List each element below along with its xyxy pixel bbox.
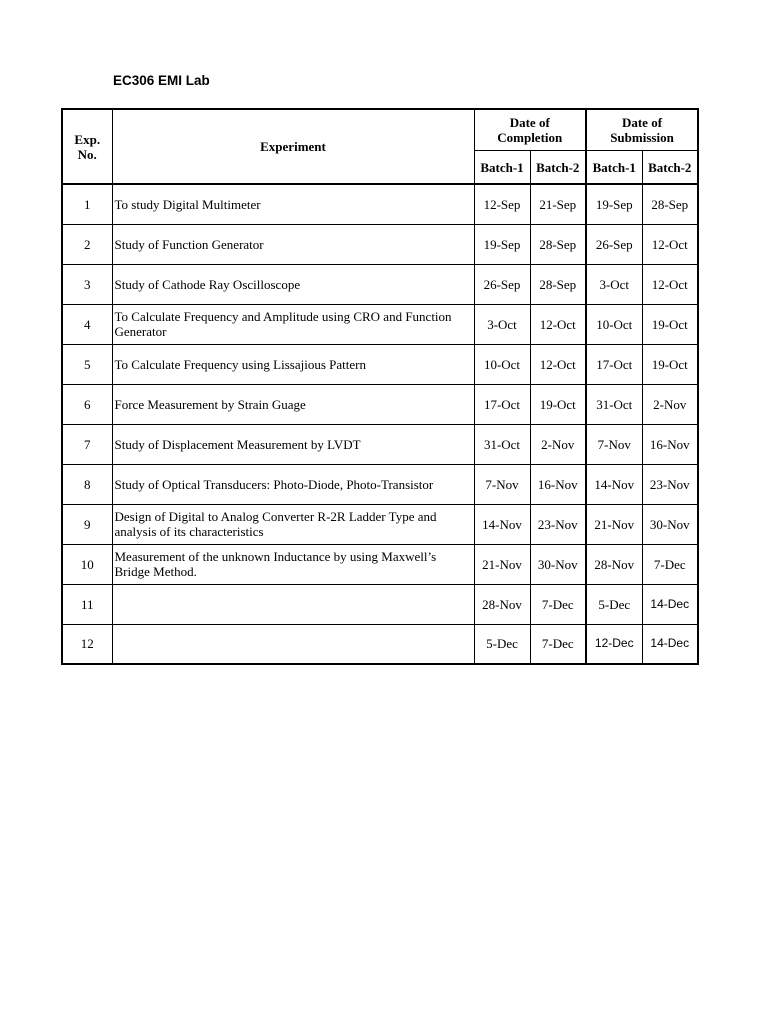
- submission-batch-1: 21-Nov: [586, 504, 642, 544]
- submission-batch-2: 28-Sep: [642, 184, 698, 224]
- submission-batch-2: 19-Oct: [642, 304, 698, 344]
- submission-batch-2: 16-Nov: [642, 424, 698, 464]
- submission-batch-2: 14-Dec: [642, 584, 698, 624]
- experiment-title: Study of Optical Transducers: Photo-Diode, Photo-Transistor: [112, 464, 474, 504]
- submission-batch-1: 17-Oct: [586, 344, 642, 384]
- experiment-title: [112, 624, 474, 664]
- submission-batch-1: 28-Nov: [586, 544, 642, 584]
- completion-batch-1: 19-Sep: [474, 224, 530, 264]
- completion-batch-1: 17-Oct: [474, 384, 530, 424]
- completion-batch-2: 23-Nov: [530, 504, 586, 544]
- experiment-title: Study of Cathode Ray Oscilloscope: [112, 264, 474, 304]
- completion-batch-1: 12-Sep: [474, 184, 530, 224]
- header-completion-batch-1: Batch-1: [474, 151, 530, 185]
- completion-batch-2: 30-Nov: [530, 544, 586, 584]
- experiment-title: Study of Function Generator: [112, 224, 474, 264]
- experiment-title: Design of Digital to Analog Converter R-2R Ladder Type and analysis of its characteristics: [112, 504, 474, 544]
- submission-batch-1: 7-Nov: [586, 424, 642, 464]
- completion-batch-1: 3-Oct: [474, 304, 530, 344]
- completion-batch-1: 31-Oct: [474, 424, 530, 464]
- exp-number: 4: [62, 304, 112, 344]
- completion-batch-2: 28-Sep: [530, 264, 586, 304]
- submission-batch-2: 12-Oct: [642, 224, 698, 264]
- completion-batch-2: 21-Sep: [530, 184, 586, 224]
- completion-batch-2: 16-Nov: [530, 464, 586, 504]
- completion-batch-2: 19-Oct: [530, 384, 586, 424]
- exp-number: 7: [62, 424, 112, 464]
- exp-number: 3: [62, 264, 112, 304]
- lab-schedule-table: [61, 108, 699, 665]
- exp-number: 1: [62, 184, 112, 224]
- completion-batch-1: 5-Dec: [474, 624, 530, 664]
- header-completion-batch-2: Batch-2: [530, 151, 586, 185]
- completion-batch-2: 28-Sep: [530, 224, 586, 264]
- table-row: [62, 544, 698, 584]
- exp-number: 2: [62, 224, 112, 264]
- submission-batch-2: 2-Nov: [642, 384, 698, 424]
- exp-number: 5: [62, 344, 112, 384]
- completion-batch-1: 26-Sep: [474, 264, 530, 304]
- exp-number: 9: [62, 504, 112, 544]
- submission-batch-2: 30-Nov: [642, 504, 698, 544]
- experiment-title: To Calculate Frequency using Lissajious Pattern: [112, 344, 474, 384]
- completion-batch-2: 7-Dec: [530, 584, 586, 624]
- table-row: [62, 504, 698, 544]
- exp-number: 10: [62, 544, 112, 584]
- header-date-of-submission: Date of Submission: [586, 109, 698, 151]
- submission-batch-2: 12-Oct: [642, 264, 698, 304]
- completion-batch-1: 7-Nov: [474, 464, 530, 504]
- submission-batch-1: 26-Sep: [586, 224, 642, 264]
- submission-batch-1: 19-Sep: [586, 184, 642, 224]
- experiment-title: To Calculate Frequency and Amplitude using CRO and Function Generator: [112, 304, 474, 344]
- completion-batch-1: 10-Oct: [474, 344, 530, 384]
- header-date-of-completion: Date of Completion: [474, 109, 586, 151]
- submission-batch-1: 31-Oct: [586, 384, 642, 424]
- completion-batch-1: 14-Nov: [474, 504, 530, 544]
- table-row: [62, 464, 698, 504]
- submission-batch-1: 3-Oct: [586, 264, 642, 304]
- completion-batch-1: 21-Nov: [474, 544, 530, 584]
- completion-batch-2: 7-Dec: [530, 624, 586, 664]
- exp-number: 11: [62, 584, 112, 624]
- table-row: [62, 184, 698, 224]
- table-row: [62, 384, 698, 424]
- experiment-title: To study Digital Multimeter: [112, 184, 474, 224]
- exp-number: 12: [62, 624, 112, 664]
- table-row: [62, 304, 698, 344]
- submission-batch-1: 12-Dec: [586, 624, 642, 664]
- experiment-title: Force Measurement by Strain Guage: [112, 384, 474, 424]
- submission-batch-2: 23-Nov: [642, 464, 698, 504]
- header-experiment: Experiment: [112, 109, 474, 184]
- completion-batch-1: 28-Nov: [474, 584, 530, 624]
- completion-batch-2: 12-Oct: [530, 304, 586, 344]
- completion-batch-2: 2-Nov: [530, 424, 586, 464]
- submission-batch-1: 10-Oct: [586, 304, 642, 344]
- document-title: EC306 EMI Lab: [113, 73, 210, 88]
- submission-batch-1: 14-Nov: [586, 464, 642, 504]
- table-row: [62, 624, 698, 664]
- experiment-title: [112, 584, 474, 624]
- exp-number: 8: [62, 464, 112, 504]
- table-row: [62, 584, 698, 624]
- submission-batch-2: 7-Dec: [642, 544, 698, 584]
- header-submission-batch-2: Batch-2: [642, 151, 698, 185]
- table-row: [62, 224, 698, 264]
- table-row: [62, 344, 698, 384]
- table-row: [62, 424, 698, 464]
- experiment-title: Measurement of the unknown Inductance by using Maxwell’s Bridge Method.: [112, 544, 474, 584]
- experiment-title: Study of Displacement Measurement by LVDT: [112, 424, 474, 464]
- header-submission-batch-1: Batch-1: [586, 151, 642, 185]
- table-row: [62, 264, 698, 304]
- exp-number: 6: [62, 384, 112, 424]
- completion-batch-2: 12-Oct: [530, 344, 586, 384]
- submission-batch-2: 14-Dec: [642, 624, 698, 664]
- submission-batch-1: 5-Dec: [586, 584, 642, 624]
- header-exp-no: Exp. No.: [62, 109, 112, 184]
- header-row-1: [62, 109, 698, 151]
- submission-batch-2: 19-Oct: [642, 344, 698, 384]
